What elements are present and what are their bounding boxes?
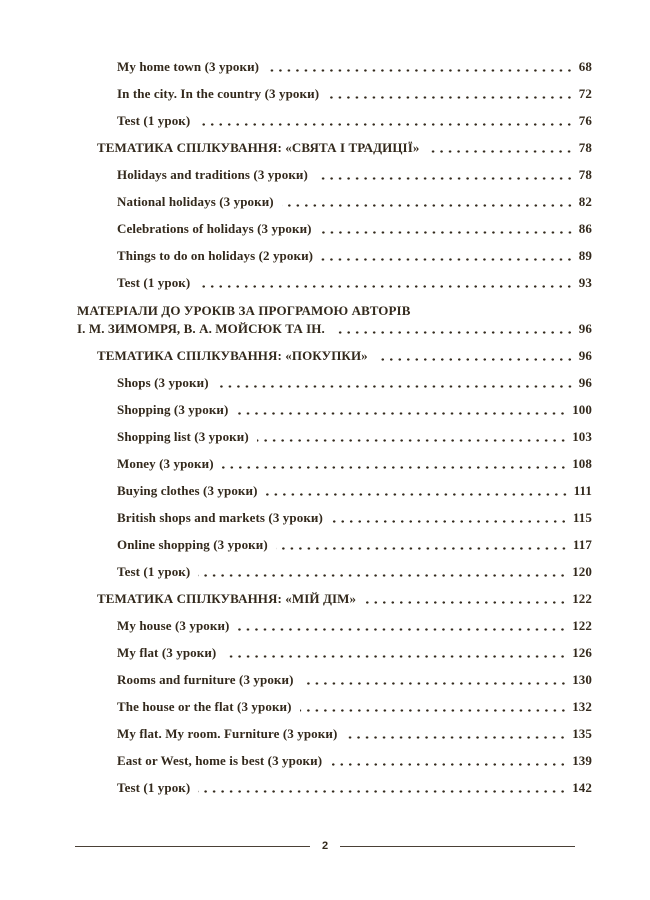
toc-page-number: 68 [578, 59, 592, 74]
toc-label: Test (1 урок) [117, 113, 191, 128]
toc-label: Test (1 урок) [117, 780, 191, 795]
toc-page-number: 96 [578, 375, 592, 390]
toc-label: Test (1 урок) [117, 564, 191, 579]
dot-leader [276, 539, 568, 552]
toc-entry-row [77, 114, 592, 128]
toc-page-number: 82 [578, 194, 592, 209]
toc-page-number: 122 [572, 618, 592, 633]
toc-entry-row [77, 673, 592, 687]
dot-leader [222, 458, 568, 471]
toc-page-number: 108 [572, 456, 592, 471]
toc-page-number: 78 [578, 167, 592, 182]
toc-label: ТЕМАТИКА СПІЛКУВАННЯ: «МІЙ ДІМ» [97, 591, 357, 606]
page-footer [75, 841, 575, 852]
toc-entry-row [77, 430, 592, 444]
toc-part-line2-label: І. М. ЗИМОМРЯ, В. А. МОЙСЮК ТА ІН. [77, 321, 325, 336]
toc-entry-row [77, 403, 592, 417]
dot-leader [345, 728, 567, 741]
toc-label: East or West, home is best (3 уроки) [117, 753, 323, 768]
toc-part-line1: МАТЕРІАЛИ ДО УРОКІВ ЗА ПРОГРАМОЮ АВТОРІВ [77, 303, 411, 318]
toc-entry-row [77, 195, 592, 209]
dot-leader [331, 512, 568, 525]
toc-label: British shops and markets (3 уроки) [117, 510, 323, 525]
dot-leader [300, 701, 568, 714]
toc-page-number: 72 [578, 86, 592, 101]
toc-entry-row [77, 619, 592, 633]
table-of-contents [77, 60, 592, 808]
footer-page-number: 2 [321, 840, 329, 852]
dot-leader [198, 277, 573, 290]
toc-page-number: 111 [573, 483, 592, 498]
dot-leader [320, 223, 574, 236]
toc-entry-row [77, 754, 592, 768]
toc-label: Shopping (3 уроки) [117, 402, 229, 417]
footer-rule-left [75, 846, 310, 848]
toc-page-number: 130 [572, 672, 592, 687]
dot-leader [330, 755, 567, 768]
dot-leader [316, 169, 574, 182]
toc-entry-row [77, 646, 592, 660]
dot-leader [333, 323, 574, 336]
toc-entry-row [77, 222, 592, 236]
toc-entry-row [77, 538, 592, 552]
toc-label: ТЕМАТИКА СПІЛКУВАННЯ: «ПОКУПКИ» [97, 348, 368, 363]
toc-part-line2 [77, 322, 592, 336]
toc-label: Shops (3 уроки) [117, 375, 209, 390]
dot-leader [267, 61, 574, 74]
toc-entry-row [77, 727, 592, 741]
toc-label: Test (1 урок) [117, 275, 191, 290]
dot-leader [198, 566, 567, 579]
toc-part [77, 304, 592, 336]
toc-label: Holidays and traditions (3 уроки) [117, 167, 308, 182]
toc-label: My flat (3 уроки) [117, 645, 217, 660]
dot-leader [257, 431, 567, 444]
toc-label: Celebrations of holidays (3 уроки) [117, 221, 312, 236]
dot-leader [217, 377, 574, 390]
toc-page-number: 78 [578, 140, 592, 155]
toc-page-number: 89 [578, 248, 592, 263]
toc-page-number: 117 [572, 537, 592, 552]
toc-label: Money (3 уроки) [117, 456, 214, 471]
toc-page-number: 96 [578, 321, 592, 336]
toc-label: ТЕМАТИКА СПІЛКУВАННЯ: «СВЯТА І ТРАДИЦІЇ» [97, 140, 420, 155]
dot-leader [237, 620, 567, 633]
toc-entry-row [77, 781, 592, 795]
toc-label: In the city. In the country (3 уроки) [117, 86, 320, 101]
toc-page-number: 135 [572, 726, 592, 741]
toc-section-row [77, 592, 592, 606]
toc-page-number: 100 [572, 402, 592, 417]
dot-leader [224, 647, 567, 660]
dot-leader [364, 593, 567, 606]
toc-label: Online shopping (3 уроки) [117, 537, 268, 552]
toc-label: My home town (3 уроки) [117, 59, 260, 74]
toc-entry-row [77, 168, 592, 182]
toc-entry-row [77, 565, 592, 579]
toc-entry-row [77, 484, 592, 498]
toc-entry-row [77, 276, 592, 290]
toc-page-number: 93 [578, 275, 592, 290]
toc-entry-row [77, 457, 592, 471]
toc-page-number: 76 [578, 113, 592, 128]
toc-section-row [77, 349, 592, 363]
toc-entry-row [77, 511, 592, 525]
dot-leader [321, 250, 574, 263]
toc-entry-row [77, 87, 592, 101]
dot-leader [198, 782, 567, 795]
toc-label: Shopping list (3 уроки) [117, 429, 249, 444]
toc-section-row [77, 141, 592, 155]
toc-page-number: 142 [572, 780, 592, 795]
toc-label: The house or the flat (3 уроки) [117, 699, 292, 714]
toc-label: My flat. My room. Furniture (3 уроки) [117, 726, 338, 741]
toc-entry-row [77, 60, 592, 74]
dot-leader [282, 196, 574, 209]
dot-leader [327, 88, 574, 101]
dot-leader [302, 674, 568, 687]
toc-label: Things to do on holidays (2 уроки) [117, 248, 314, 263]
dot-leader [266, 485, 569, 498]
dot-leader [376, 350, 574, 363]
toc-label: National holidays (3 уроки) [117, 194, 274, 209]
toc-page-number: 139 [572, 753, 592, 768]
dot-leader [198, 115, 573, 128]
toc-page-number: 122 [572, 591, 592, 606]
toc-page-number: 86 [578, 221, 592, 236]
toc-page-number: 103 [572, 429, 592, 444]
toc-label: Buying clothes (3 уроки) [117, 483, 258, 498]
toc-label: Rooms and furniture (3 уроки) [117, 672, 294, 687]
toc-label: My house (3 уроки) [117, 618, 230, 633]
footer-rule-right [340, 846, 575, 848]
toc-page-number: 132 [572, 699, 592, 714]
toc-page-number: 96 [578, 348, 592, 363]
toc-entry-row [77, 249, 592, 263]
toc-page-number: 120 [572, 564, 592, 579]
toc-entry-row [77, 700, 592, 714]
toc-page-number: 126 [572, 645, 592, 660]
dot-leader [427, 142, 573, 155]
toc-entry-row [77, 376, 592, 390]
dot-leader [236, 404, 567, 417]
toc-page-number: 115 [572, 510, 592, 525]
